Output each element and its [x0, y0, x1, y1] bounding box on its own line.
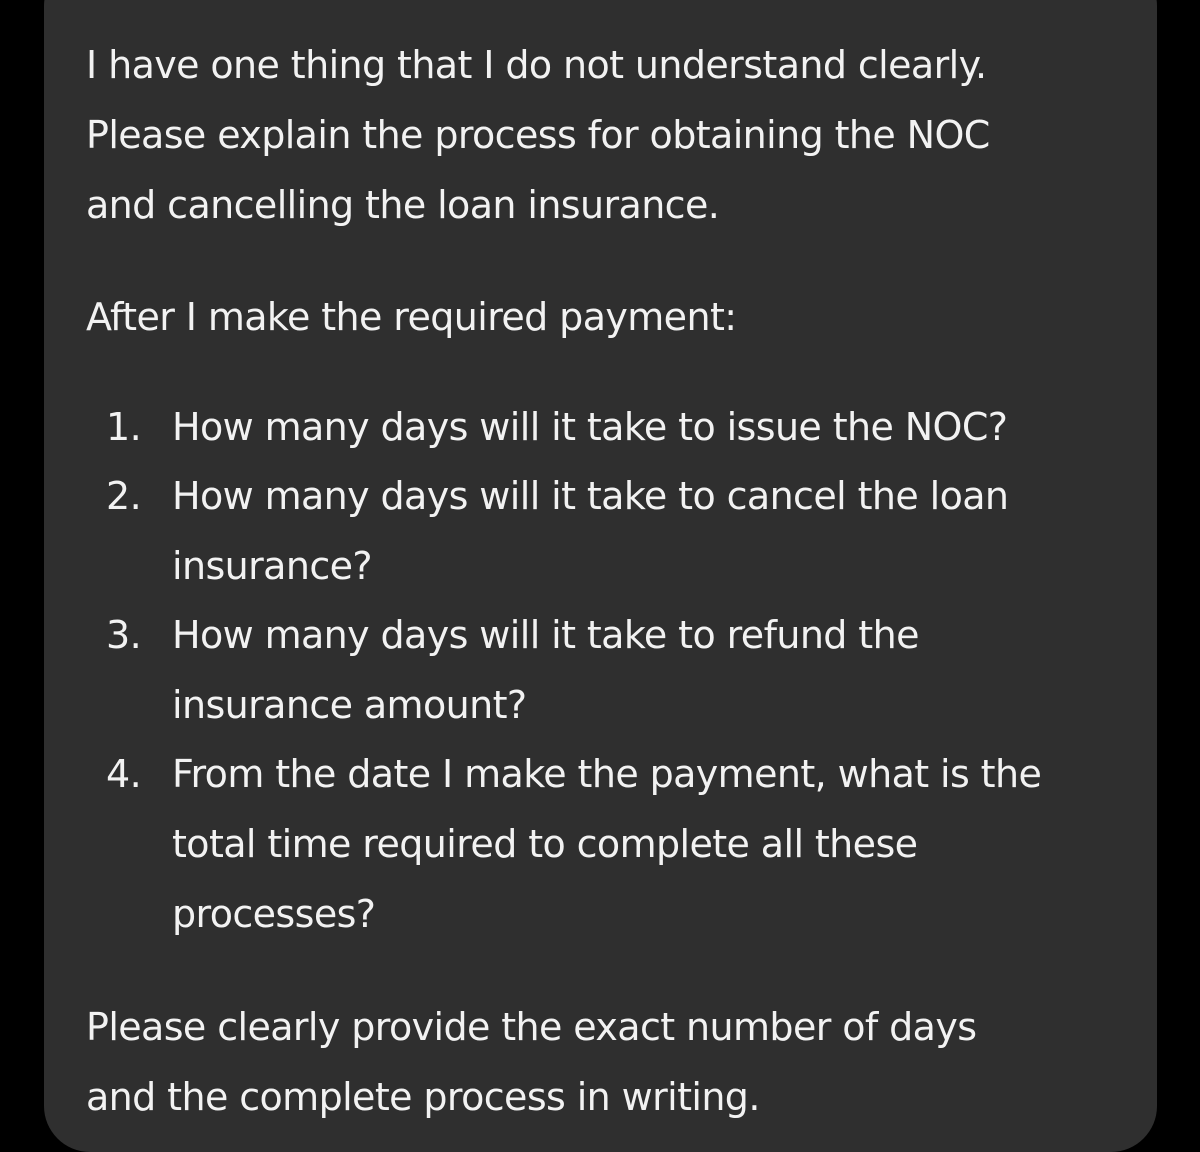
- closing-line: and the complete process in writing.: [86, 1075, 760, 1119]
- intro-paragraph: [86, 30, 990, 240]
- lead-in-text: After I make the required payment:: [86, 295, 737, 339]
- question-line: How many days will it take to issue the NOC?: [172, 405, 1008, 449]
- question-text: [172, 461, 1008, 601]
- intro-line: I have one thing that I do not understand clearly.: [86, 43, 987, 87]
- question-line: How many days will it take to refund the: [172, 613, 919, 657]
- closing-line: Please clearly provide the exact number of days: [86, 1005, 977, 1049]
- list-number: 4.: [106, 752, 142, 796]
- question-text: [172, 739, 1041, 949]
- closing-paragraph: [86, 992, 976, 1132]
- question-line: insurance amount?: [172, 683, 527, 727]
- question-line: How many days will it take to cancel the loan: [172, 474, 1009, 518]
- question-line: total time required to complete all these: [172, 822, 918, 866]
- question-line: insurance?: [172, 544, 372, 588]
- question-line: processes?: [172, 892, 376, 936]
- intro-line: and cancelling the loan insurance.: [86, 183, 720, 227]
- question-text: [172, 392, 1007, 462]
- question-line: From the date I make the payment, what is the: [172, 752, 1042, 796]
- list-number: 2.: [106, 474, 142, 518]
- intro-line: Please explain the process for obtaining the NOC: [86, 113, 990, 157]
- message-bubble: [44, 0, 1157, 1152]
- list-number: 3.: [106, 613, 142, 657]
- list-number: 1.: [106, 405, 142, 449]
- question-text: [172, 600, 919, 740]
- lead-in-paragraph: [86, 282, 736, 352]
